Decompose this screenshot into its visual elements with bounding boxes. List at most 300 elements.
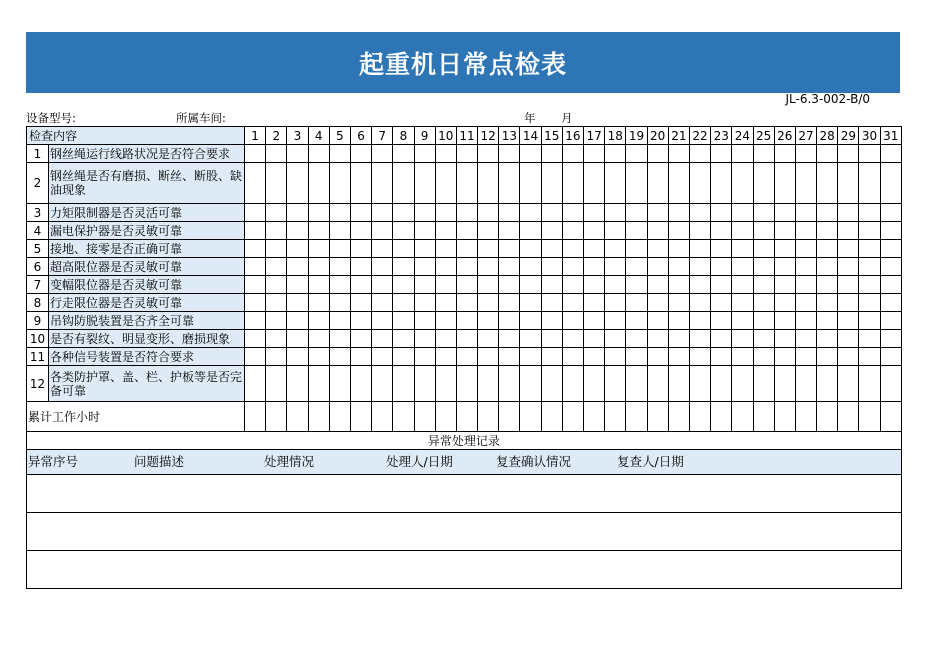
check-cell[interactable] [245, 366, 266, 402]
check-cell[interactable] [478, 276, 499, 294]
check-cell[interactable] [414, 312, 435, 330]
check-cell[interactable] [859, 204, 880, 222]
check-cell[interactable] [711, 330, 732, 348]
check-cell[interactable] [732, 204, 753, 222]
check-cell[interactable] [266, 366, 287, 402]
check-cell[interactable] [350, 312, 371, 330]
check-cell[interactable] [795, 348, 816, 366]
check-cell[interactable] [456, 348, 477, 366]
check-cell[interactable] [456, 312, 477, 330]
hours-cell[interactable] [795, 402, 816, 432]
check-cell[interactable] [838, 366, 859, 402]
check-cell[interactable] [880, 276, 901, 294]
check-cell[interactable] [689, 258, 710, 276]
hours-cell[interactable] [541, 402, 562, 432]
hours-cell[interactable] [647, 402, 668, 432]
check-cell[interactable] [287, 330, 308, 348]
check-cell[interactable] [372, 294, 393, 312]
check-cell[interactable] [308, 240, 329, 258]
check-cell[interactable] [732, 294, 753, 312]
check-cell[interactable] [541, 276, 562, 294]
check-cell[interactable] [520, 145, 541, 163]
check-cell[interactable] [732, 258, 753, 276]
check-cell[interactable] [795, 294, 816, 312]
check-cell[interactable] [562, 204, 583, 222]
check-cell[interactable] [329, 312, 350, 330]
check-cell[interactable] [584, 312, 605, 330]
check-cell[interactable] [520, 294, 541, 312]
hours-cell[interactable] [689, 402, 710, 432]
check-cell[interactable] [456, 366, 477, 402]
check-cell[interactable] [435, 222, 456, 240]
check-cell[interactable] [478, 163, 499, 204]
check-cell[interactable] [880, 312, 901, 330]
hours-cell[interactable] [499, 402, 520, 432]
hours-cell[interactable] [308, 402, 329, 432]
check-cell[interactable] [393, 222, 414, 240]
check-cell[interactable] [435, 366, 456, 402]
check-cell[interactable] [838, 294, 859, 312]
check-cell[interactable] [668, 222, 689, 240]
check-cell[interactable] [732, 163, 753, 204]
check-cell[interactable] [817, 240, 838, 258]
check-cell[interactable] [859, 258, 880, 276]
check-cell[interactable] [668, 312, 689, 330]
check-cell[interactable] [668, 258, 689, 276]
check-cell[interactable] [605, 258, 626, 276]
check-cell[interactable] [795, 330, 816, 348]
check-cell[interactable] [880, 163, 901, 204]
check-cell[interactable] [689, 294, 710, 312]
check-cell[interactable] [287, 258, 308, 276]
check-cell[interactable] [329, 294, 350, 312]
check-cell[interactable] [520, 222, 541, 240]
check-cell[interactable] [456, 330, 477, 348]
check-cell[interactable] [753, 204, 774, 222]
check-cell[interactable] [329, 330, 350, 348]
check-cell[interactable] [478, 204, 499, 222]
check-cell[interactable] [329, 366, 350, 402]
check-cell[interactable] [372, 276, 393, 294]
check-cell[interactable] [499, 163, 520, 204]
check-cell[interactable] [880, 348, 901, 366]
check-cell[interactable] [795, 204, 816, 222]
hours-cell[interactable] [626, 402, 647, 432]
check-cell[interactable] [414, 240, 435, 258]
check-cell[interactable] [499, 366, 520, 402]
check-cell[interactable] [329, 276, 350, 294]
check-cell[interactable] [795, 276, 816, 294]
check-cell[interactable] [838, 145, 859, 163]
check-cell[interactable] [711, 294, 732, 312]
check-cell[interactable] [435, 145, 456, 163]
check-cell[interactable] [859, 366, 880, 402]
check-cell[interactable] [520, 276, 541, 294]
check-cell[interactable] [753, 258, 774, 276]
check-cell[interactable] [859, 240, 880, 258]
check-cell[interactable] [245, 294, 266, 312]
hours-cell[interactable] [393, 402, 414, 432]
check-cell[interactable] [520, 348, 541, 366]
check-cell[interactable] [541, 145, 562, 163]
check-cell[interactable] [626, 240, 647, 258]
check-cell[interactable] [266, 294, 287, 312]
check-cell[interactable] [584, 258, 605, 276]
check-cell[interactable] [584, 204, 605, 222]
check-cell[interactable] [668, 163, 689, 204]
check-cell[interactable] [245, 276, 266, 294]
check-cell[interactable] [499, 330, 520, 348]
check-cell[interactable] [456, 222, 477, 240]
check-cell[interactable] [414, 258, 435, 276]
check-cell[interactable] [499, 294, 520, 312]
check-cell[interactable] [350, 330, 371, 348]
check-cell[interactable] [753, 312, 774, 330]
check-cell[interactable] [308, 366, 329, 402]
check-cell[interactable] [350, 240, 371, 258]
check-cell[interactable] [245, 330, 266, 348]
check-cell[interactable] [668, 330, 689, 348]
check-cell[interactable] [562, 348, 583, 366]
check-cell[interactable] [456, 163, 477, 204]
hours-cell[interactable] [711, 402, 732, 432]
check-cell[interactable] [711, 366, 732, 402]
check-cell[interactable] [732, 240, 753, 258]
check-cell[interactable] [329, 348, 350, 366]
check-cell[interactable] [499, 258, 520, 276]
check-cell[interactable] [372, 330, 393, 348]
check-cell[interactable] [266, 145, 287, 163]
check-cell[interactable] [774, 222, 795, 240]
check-cell[interactable] [711, 258, 732, 276]
check-cell[interactable] [435, 330, 456, 348]
check-cell[interactable] [584, 330, 605, 348]
check-cell[interactable] [605, 204, 626, 222]
check-cell[interactable] [711, 145, 732, 163]
check-cell[interactable] [605, 366, 626, 402]
check-cell[interactable] [541, 258, 562, 276]
check-cell[interactable] [795, 366, 816, 402]
hours-cell[interactable] [456, 402, 477, 432]
check-cell[interactable] [774, 276, 795, 294]
check-cell[interactable] [520, 258, 541, 276]
check-cell[interactable] [245, 312, 266, 330]
check-cell[interactable] [817, 163, 838, 204]
check-cell[interactable] [774, 294, 795, 312]
check-cell[interactable] [626, 145, 647, 163]
check-cell[interactable] [414, 204, 435, 222]
check-cell[interactable] [562, 330, 583, 348]
check-cell[interactable] [372, 240, 393, 258]
check-cell[interactable] [350, 222, 371, 240]
check-cell[interactable] [859, 294, 880, 312]
check-cell[interactable] [393, 294, 414, 312]
hours-cell[interactable] [435, 402, 456, 432]
check-cell[interactable] [605, 145, 626, 163]
check-cell[interactable] [711, 163, 732, 204]
check-cell[interactable] [838, 348, 859, 366]
hours-cell[interactable] [880, 402, 901, 432]
check-cell[interactable] [838, 204, 859, 222]
check-cell[interactable] [414, 366, 435, 402]
hours-cell[interactable] [245, 402, 266, 432]
check-cell[interactable] [435, 258, 456, 276]
check-cell[interactable] [732, 145, 753, 163]
check-cell[interactable] [414, 330, 435, 348]
check-cell[interactable] [266, 276, 287, 294]
check-cell[interactable] [287, 294, 308, 312]
check-cell[interactable] [562, 145, 583, 163]
check-cell[interactable] [499, 145, 520, 163]
check-cell[interactable] [329, 240, 350, 258]
check-cell[interactable] [499, 240, 520, 258]
check-cell[interactable] [647, 294, 668, 312]
check-cell[interactable] [287, 163, 308, 204]
check-cell[interactable] [689, 222, 710, 240]
check-cell[interactable] [541, 348, 562, 366]
check-cell[interactable] [774, 312, 795, 330]
check-cell[interactable] [774, 240, 795, 258]
check-cell[interactable] [478, 330, 499, 348]
check-cell[interactable] [308, 258, 329, 276]
hours-cell[interactable] [859, 402, 880, 432]
check-cell[interactable] [711, 204, 732, 222]
check-cell[interactable] [605, 330, 626, 348]
check-cell[interactable] [478, 312, 499, 330]
check-cell[interactable] [647, 276, 668, 294]
check-cell[interactable] [584, 145, 605, 163]
hours-cell[interactable] [414, 402, 435, 432]
check-cell[interactable] [605, 240, 626, 258]
check-cell[interactable] [859, 276, 880, 294]
check-cell[interactable] [647, 222, 668, 240]
check-cell[interactable] [605, 163, 626, 204]
check-cell[interactable] [753, 163, 774, 204]
check-cell[interactable] [880, 240, 901, 258]
check-cell[interactable] [647, 163, 668, 204]
check-cell[interactable] [456, 258, 477, 276]
check-cell[interactable] [605, 294, 626, 312]
check-cell[interactable] [689, 330, 710, 348]
check-cell[interactable] [880, 222, 901, 240]
check-cell[interactable] [456, 240, 477, 258]
check-cell[interactable] [647, 348, 668, 366]
hours-cell[interactable] [584, 402, 605, 432]
abnormal-entry[interactable] [27, 475, 902, 513]
check-cell[interactable] [478, 348, 499, 366]
check-cell[interactable] [308, 276, 329, 294]
check-cell[interactable] [753, 330, 774, 348]
check-cell[interactable] [329, 222, 350, 240]
check-cell[interactable] [753, 222, 774, 240]
check-cell[interactable] [668, 294, 689, 312]
check-cell[interactable] [478, 294, 499, 312]
check-cell[interactable] [541, 366, 562, 402]
check-cell[interactable] [626, 276, 647, 294]
check-cell[interactable] [859, 330, 880, 348]
check-cell[interactable] [584, 222, 605, 240]
hours-cell[interactable] [668, 402, 689, 432]
check-cell[interactable] [266, 222, 287, 240]
check-cell[interactable] [647, 204, 668, 222]
check-cell[interactable] [393, 276, 414, 294]
check-cell[interactable] [711, 312, 732, 330]
check-cell[interactable] [245, 258, 266, 276]
check-cell[interactable] [287, 276, 308, 294]
check-cell[interactable] [287, 366, 308, 402]
check-cell[interactable] [668, 366, 689, 402]
check-cell[interactable] [753, 145, 774, 163]
check-cell[interactable] [350, 145, 371, 163]
check-cell[interactable] [838, 258, 859, 276]
check-cell[interactable] [266, 240, 287, 258]
check-cell[interactable] [414, 294, 435, 312]
check-cell[interactable] [689, 240, 710, 258]
check-cell[interactable] [245, 204, 266, 222]
check-cell[interactable] [689, 204, 710, 222]
check-cell[interactable] [372, 163, 393, 204]
check-cell[interactable] [350, 366, 371, 402]
check-cell[interactable] [308, 163, 329, 204]
check-cell[interactable] [520, 330, 541, 348]
check-cell[interactable] [880, 258, 901, 276]
check-cell[interactable] [689, 163, 710, 204]
check-cell[interactable] [668, 276, 689, 294]
check-cell[interactable] [372, 258, 393, 276]
abnormal-entry[interactable] [27, 551, 902, 589]
check-cell[interactable] [541, 312, 562, 330]
check-cell[interactable] [478, 366, 499, 402]
hours-cell[interactable] [838, 402, 859, 432]
check-cell[interactable] [372, 348, 393, 366]
check-cell[interactable] [456, 294, 477, 312]
check-cell[interactable] [626, 330, 647, 348]
hours-cell[interactable] [753, 402, 774, 432]
check-cell[interactable] [689, 312, 710, 330]
check-cell[interactable] [499, 204, 520, 222]
hours-cell[interactable] [350, 402, 371, 432]
check-cell[interactable] [732, 366, 753, 402]
check-cell[interactable] [562, 294, 583, 312]
check-cell[interactable] [689, 366, 710, 402]
check-cell[interactable] [393, 204, 414, 222]
check-cell[interactable] [287, 222, 308, 240]
check-cell[interactable] [817, 204, 838, 222]
hours-cell[interactable] [266, 402, 287, 432]
hours-cell[interactable] [605, 402, 626, 432]
check-cell[interactable] [732, 348, 753, 366]
check-cell[interactable] [753, 366, 774, 402]
check-cell[interactable] [414, 222, 435, 240]
check-cell[interactable] [266, 163, 287, 204]
check-cell[interactable] [584, 294, 605, 312]
check-cell[interactable] [732, 222, 753, 240]
check-cell[interactable] [329, 258, 350, 276]
check-cell[interactable] [478, 222, 499, 240]
check-cell[interactable] [795, 240, 816, 258]
check-cell[interactable] [245, 348, 266, 366]
check-cell[interactable] [372, 366, 393, 402]
check-cell[interactable] [308, 204, 329, 222]
check-cell[interactable] [795, 312, 816, 330]
check-cell[interactable] [795, 222, 816, 240]
check-cell[interactable] [308, 348, 329, 366]
check-cell[interactable] [817, 366, 838, 402]
check-cell[interactable] [838, 163, 859, 204]
check-cell[interactable] [393, 312, 414, 330]
check-cell[interactable] [393, 258, 414, 276]
check-cell[interactable] [350, 258, 371, 276]
check-cell[interactable] [350, 276, 371, 294]
check-cell[interactable] [414, 348, 435, 366]
abnormal-entry[interactable] [27, 513, 902, 551]
check-cell[interactable] [817, 330, 838, 348]
check-cell[interactable] [562, 276, 583, 294]
hours-cell[interactable] [732, 402, 753, 432]
check-cell[interactable] [478, 258, 499, 276]
check-cell[interactable] [795, 145, 816, 163]
check-cell[interactable] [456, 276, 477, 294]
check-cell[interactable] [732, 312, 753, 330]
hours-cell[interactable] [329, 402, 350, 432]
check-cell[interactable] [711, 222, 732, 240]
check-cell[interactable] [753, 240, 774, 258]
check-cell[interactable] [880, 204, 901, 222]
check-cell[interactable] [520, 312, 541, 330]
check-cell[interactable] [774, 366, 795, 402]
check-cell[interactable] [266, 204, 287, 222]
check-cell[interactable] [647, 240, 668, 258]
check-cell[interactable] [308, 294, 329, 312]
check-cell[interactable] [817, 276, 838, 294]
check-cell[interactable] [372, 204, 393, 222]
check-cell[interactable] [562, 222, 583, 240]
check-cell[interactable] [689, 145, 710, 163]
check-cell[interactable] [647, 312, 668, 330]
check-cell[interactable] [499, 222, 520, 240]
check-cell[interactable] [647, 330, 668, 348]
check-cell[interactable] [584, 276, 605, 294]
check-cell[interactable] [499, 312, 520, 330]
check-cell[interactable] [774, 348, 795, 366]
check-cell[interactable] [478, 145, 499, 163]
check-cell[interactable] [880, 366, 901, 402]
check-cell[interactable] [647, 366, 668, 402]
check-cell[interactable] [584, 163, 605, 204]
check-cell[interactable] [435, 240, 456, 258]
check-cell[interactable] [774, 163, 795, 204]
check-cell[interactable] [732, 276, 753, 294]
check-cell[interactable] [350, 163, 371, 204]
check-cell[interactable] [562, 258, 583, 276]
check-cell[interactable] [541, 222, 562, 240]
check-cell[interactable] [626, 348, 647, 366]
check-cell[interactable] [562, 366, 583, 402]
check-cell[interactable] [668, 240, 689, 258]
check-cell[interactable] [584, 240, 605, 258]
check-cell[interactable] [435, 204, 456, 222]
check-cell[interactable] [499, 276, 520, 294]
hours-cell[interactable] [562, 402, 583, 432]
check-cell[interactable] [266, 348, 287, 366]
check-cell[interactable] [668, 204, 689, 222]
hours-cell[interactable] [372, 402, 393, 432]
check-cell[interactable] [647, 258, 668, 276]
check-cell[interactable] [393, 366, 414, 402]
check-cell[interactable] [329, 145, 350, 163]
check-cell[interactable] [414, 276, 435, 294]
check-cell[interactable] [308, 145, 329, 163]
